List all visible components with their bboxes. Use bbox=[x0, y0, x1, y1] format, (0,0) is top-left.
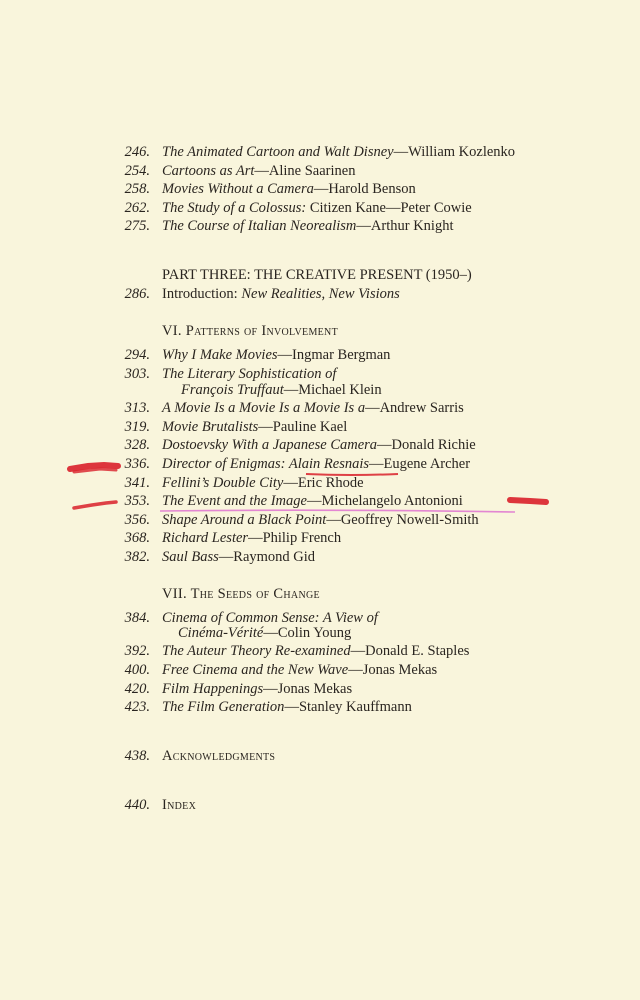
entry-author: —Michelangelo Antonioni bbox=[306, 493, 463, 509]
entry-author: —Andrew Sarris bbox=[365, 400, 464, 416]
page-number: 353. bbox=[124, 493, 150, 509]
entry-label: Introduction: bbox=[162, 286, 242, 302]
page-number: 382. bbox=[124, 549, 150, 565]
page-number: 392. bbox=[124, 643, 150, 659]
page-number: 275. bbox=[124, 218, 150, 234]
entry-title: Dostoevsky With a Japanese Camera bbox=[162, 437, 378, 453]
page-number: 356. bbox=[124, 512, 150, 528]
page-number: 313. bbox=[124, 400, 150, 416]
entry-title: Why I Make Movies bbox=[162, 347, 278, 363]
entry-title: Film Happenings bbox=[162, 681, 264, 697]
entry-author: —Donald Richie bbox=[377, 437, 476, 453]
acknowledgments-label: Acknowledgments bbox=[162, 748, 276, 764]
entry-title: Cinéma-Vérité bbox=[178, 625, 264, 641]
entry-title: The Study of a Colossus: bbox=[162, 200, 310, 216]
entry-title: A Movie Is a Movie Is a Movie Is a bbox=[162, 400, 366, 416]
entry-author: —Eric Rhode bbox=[283, 475, 364, 491]
entry-author: —Philip French bbox=[248, 530, 342, 546]
page-number: 294. bbox=[124, 347, 150, 363]
page-number: 438. bbox=[124, 748, 150, 764]
entry-title: The Film Generation bbox=[162, 699, 285, 715]
entry-title: Shape Around a Black Point bbox=[162, 512, 327, 528]
entry-title: The Auteur Theory Re-examined bbox=[162, 643, 351, 659]
page-number: 341. bbox=[124, 475, 150, 491]
entry-author: —Donald E. Staples bbox=[350, 643, 470, 659]
part-three-heading: PART THREE: THE CREATIVE PRESENT (1950–) bbox=[162, 267, 472, 283]
page-number: 319. bbox=[124, 419, 150, 435]
entry-author: —Geoffrey Nowell-Smith bbox=[326, 512, 479, 528]
entry-title: Richard Lester bbox=[162, 530, 249, 546]
entry-title: Fellini’s Double City bbox=[162, 475, 284, 491]
entry-title: The Literary Sophistication of bbox=[162, 366, 337, 382]
entry-title: Free Cinema and the New Wave bbox=[162, 662, 349, 678]
entry-author: —William Kozlenko bbox=[393, 144, 516, 160]
page-number: 368. bbox=[124, 530, 150, 546]
entry-title: The Animated Cartoon and Walt Disney bbox=[162, 144, 394, 160]
red-marker-stroke bbox=[74, 502, 116, 508]
entry-title: Saul Bass bbox=[162, 549, 219, 565]
entry-author: —Stanley Kauffmann bbox=[284, 699, 412, 715]
red-marker-stroke bbox=[74, 469, 116, 472]
page-number: 384. bbox=[124, 610, 150, 626]
red-marker-stroke bbox=[70, 465, 118, 469]
entry-title: François Truffaut bbox=[181, 382, 284, 398]
page-number: 328. bbox=[124, 437, 150, 453]
entry-title-roman: Citizen Kane bbox=[309, 200, 386, 216]
entry-title: Director of Enigmas: Alain Resnais bbox=[162, 456, 370, 472]
page-number: 440. bbox=[124, 797, 150, 813]
section-vi-heading: VI. Patterns of Involvement bbox=[162, 323, 338, 339]
page-number: 336. bbox=[124, 456, 150, 472]
entry-author: —Jonas Mekas bbox=[263, 681, 353, 697]
page-number: 303. bbox=[124, 366, 150, 382]
entry-title: Movies Without a Camera bbox=[162, 181, 314, 197]
entry-title: Movie Brutalists bbox=[162, 419, 259, 435]
page-number: 258. bbox=[124, 181, 150, 197]
entry-author: —Michael Klein bbox=[283, 382, 382, 398]
entry-author: —Jonas Mekas bbox=[348, 662, 438, 678]
entry-author: —Pauline Kael bbox=[258, 419, 348, 435]
entry-title: Cinema of Common Sense: A View of bbox=[162, 610, 378, 626]
page-number: 400. bbox=[124, 662, 150, 678]
entry-author: —Ingmar Bergman bbox=[277, 347, 391, 363]
page-number: 262. bbox=[124, 200, 150, 216]
entry-author: —Eugene Archer bbox=[369, 456, 471, 472]
section-vii-heading: VII. The Seeds of Change bbox=[162, 586, 320, 602]
page-number: 420. bbox=[124, 681, 150, 697]
page-number: 246. bbox=[124, 144, 150, 160]
entry-author: —Raymond Gid bbox=[218, 549, 316, 565]
red-marker-stroke bbox=[510, 500, 546, 502]
page-number: 423. bbox=[124, 699, 150, 715]
entry-author: —Aline Saarinen bbox=[254, 163, 356, 179]
entry-title: The Event and the Image bbox=[162, 493, 307, 509]
page-number: 254. bbox=[124, 163, 150, 179]
entry-title: New Realities, New Visions bbox=[241, 286, 400, 302]
entry-title: Cartoons as Art bbox=[162, 163, 255, 179]
entry-author: —Peter Cowie bbox=[385, 200, 472, 216]
entry-author: —Arthur Knight bbox=[356, 218, 454, 234]
entry-author: —Colin Young bbox=[263, 625, 352, 641]
entry-author: —Harold Benson bbox=[313, 181, 416, 197]
page-number: 286. bbox=[124, 286, 150, 302]
entry-title: The Course of Italian Neorealism bbox=[162, 218, 357, 234]
index-label: Index bbox=[162, 797, 197, 813]
